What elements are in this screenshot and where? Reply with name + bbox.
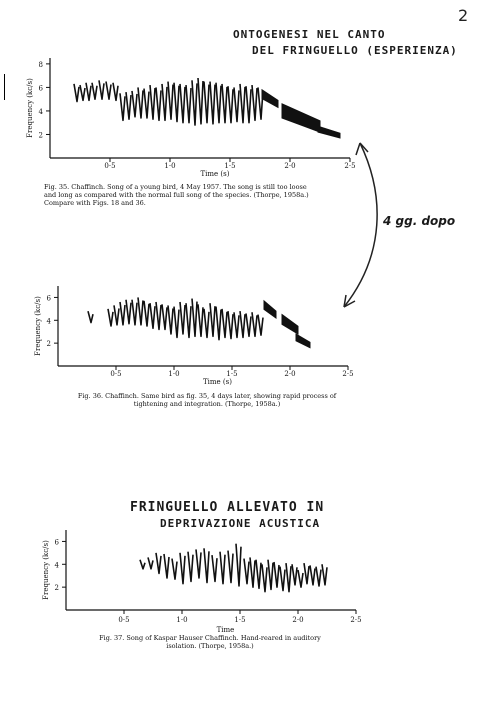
song-note <box>220 552 225 584</box>
song-note <box>210 82 215 124</box>
x-tick-label: 1·0 <box>176 616 188 624</box>
song-note <box>186 303 191 337</box>
song-note <box>80 85 85 100</box>
x-tick-label: 2·5 <box>344 162 356 170</box>
song-note <box>268 560 273 590</box>
song-note <box>228 86 233 122</box>
song-note <box>174 307 179 338</box>
song-note <box>204 548 209 582</box>
handwritten-title-line2: DEL FRINGUELLO (ESPERIENZA) <box>252 44 458 57</box>
song-note <box>140 560 145 569</box>
y-tick-label: 4 <box>46 317 51 326</box>
song-note <box>174 83 179 122</box>
song-note <box>316 567 321 586</box>
page-number: 2 <box>458 6 469 25</box>
song-note <box>74 84 79 102</box>
song-note <box>256 560 261 589</box>
song-note <box>186 85 191 123</box>
song-note <box>138 87 143 118</box>
song-note <box>258 315 263 336</box>
song-note <box>240 84 245 123</box>
x-tick-label: 1·0 <box>168 370 180 378</box>
spectrogram-fig36 <box>28 280 358 390</box>
song-note <box>188 552 193 582</box>
y-tick-label: 6 <box>38 84 43 93</box>
x-tick-label: 1·5 <box>224 162 236 170</box>
song-note <box>252 312 257 336</box>
x-tick-label: 0·5 <box>110 370 122 378</box>
song-note <box>234 312 239 337</box>
y-tick-label: 2 <box>38 131 43 140</box>
y-axis-label: Frequency (kc/s) <box>26 78 34 138</box>
song-terminal-burst <box>296 334 310 348</box>
x-tick-label: 1·5 <box>226 370 238 378</box>
song-note <box>246 313 251 336</box>
x-tick-label: 0·5 <box>104 162 116 170</box>
song-note <box>240 311 245 337</box>
song-note <box>120 93 125 120</box>
song-note <box>198 78 203 124</box>
song-note <box>250 557 255 587</box>
song-note <box>156 87 161 120</box>
song-note <box>180 553 185 584</box>
y-tick-label: 2 <box>54 584 59 593</box>
song-note <box>138 297 143 324</box>
x-tick-label: 2·5 <box>342 370 354 378</box>
song-note <box>246 86 251 122</box>
song-note <box>162 84 167 120</box>
song-terminal-burst <box>282 315 298 334</box>
song-note <box>234 87 239 121</box>
caption-fig35: Fig. 35. Chaffinch. Song of a young bird, 4 May 1957. The song is still too loose and long as compared with the normal full song of the species. (Thorpe, 1958a.) Compare with Figs. 18 and 36. <box>44 183 309 207</box>
song-note <box>180 84 185 123</box>
song-note <box>150 85 155 119</box>
x-tick-label: 2·0 <box>284 370 296 378</box>
song-note <box>222 84 227 123</box>
spectrogram-fig35 <box>20 52 360 182</box>
song-note <box>216 83 221 123</box>
song-note <box>286 563 291 592</box>
song-note <box>150 303 155 328</box>
song-note <box>88 311 93 322</box>
song-note <box>210 303 215 336</box>
song-note <box>113 83 118 101</box>
song-note <box>172 559 177 580</box>
song-note <box>228 551 233 583</box>
song-note <box>244 559 249 584</box>
caption-fig37: Fig. 37. Song of Kaspar Hauser Chaffinch. Hand-reared in auditory isolation. (Thorpe, 1958a.) <box>99 634 321 650</box>
song-note <box>222 309 227 338</box>
song-terminal-burst <box>264 301 276 318</box>
song-note <box>236 544 241 586</box>
x-tick-label: 2·0 <box>292 616 304 624</box>
caption-fig36: Fig. 36. Chaffinch. Same bird as fig. 35, 4 days later, showing rapid process of tightening and integration. (Thorpe, 1958a.) <box>77 392 337 408</box>
song-note <box>168 305 173 334</box>
song-note <box>322 564 327 585</box>
song-note <box>196 549 201 578</box>
x-tick-label: 1·0 <box>164 162 176 170</box>
song-note <box>144 301 149 326</box>
song-note <box>298 570 303 587</box>
song-note <box>228 311 233 338</box>
song-note <box>204 309 209 338</box>
song-note <box>156 302 161 329</box>
song-note <box>120 302 125 325</box>
song-note <box>252 85 257 120</box>
song-note <box>280 567 285 591</box>
fig35-axes <box>26 58 356 178</box>
song-note <box>126 92 131 119</box>
song-note <box>192 299 197 337</box>
x-tick-label: 1·5 <box>234 616 246 624</box>
song-note <box>262 564 267 591</box>
handwritten-fig3-title-line2: DEPRIVAZIONE ACUSTICA <box>160 517 321 530</box>
y-tick-label: 4 <box>54 561 59 570</box>
song-note <box>144 89 149 118</box>
fig36-axes <box>34 286 354 386</box>
song-note <box>99 80 104 99</box>
y-axis-label: Frequency (kc/s) <box>34 296 42 356</box>
song-note <box>168 82 173 120</box>
x-axis-label: Time (s) <box>203 378 232 386</box>
song-note <box>164 554 169 578</box>
song-terminal-burst <box>282 104 320 132</box>
y-tick-label: 2 <box>46 340 51 349</box>
y-tick-label: 8 <box>38 60 43 69</box>
song-note <box>192 80 197 125</box>
handwritten-arrow-note: 4 gg. dopo <box>383 214 456 228</box>
spectrogram-fig37 <box>36 522 366 634</box>
song-note <box>204 82 209 123</box>
song-note <box>274 562 279 587</box>
song-note <box>126 300 131 324</box>
song-note <box>92 83 97 99</box>
song-note <box>180 302 185 334</box>
fig37-axes <box>42 530 362 634</box>
song-note <box>304 563 309 584</box>
song-note <box>310 565 315 584</box>
song-note <box>156 553 161 574</box>
x-tick-label: 0·5 <box>118 616 130 624</box>
song-note <box>114 305 119 324</box>
song-note <box>108 309 113 326</box>
song-note <box>132 91 137 117</box>
x-tick-label: 2·0 <box>284 162 296 170</box>
song-note <box>198 304 203 336</box>
song-note <box>292 564 297 585</box>
y-tick-label: 6 <box>54 538 59 547</box>
handwritten-fig3-title-line1: FRINGUELLO ALLEVATO IN <box>130 500 325 515</box>
song-note <box>132 300 137 325</box>
song-note <box>148 557 153 568</box>
song-note <box>162 304 167 329</box>
song-note <box>86 83 91 101</box>
x-tick-label: 2·5 <box>350 616 362 624</box>
x-axis-label: Time (s) <box>200 170 230 178</box>
song-terminal-burst <box>262 90 278 108</box>
y-tick-label: 6 <box>46 294 51 303</box>
song-note <box>106 82 111 100</box>
y-tick-label: 4 <box>38 107 43 116</box>
handwritten-title-line1: ONTOGENESI NEL CANTO <box>233 28 386 41</box>
song-note <box>212 555 217 581</box>
song-note <box>216 307 221 340</box>
x-axis-label: Time <box>216 626 235 634</box>
y-axis-label: Frequency (kc/s) <box>42 540 50 600</box>
scan-edge-mark <box>4 74 5 100</box>
